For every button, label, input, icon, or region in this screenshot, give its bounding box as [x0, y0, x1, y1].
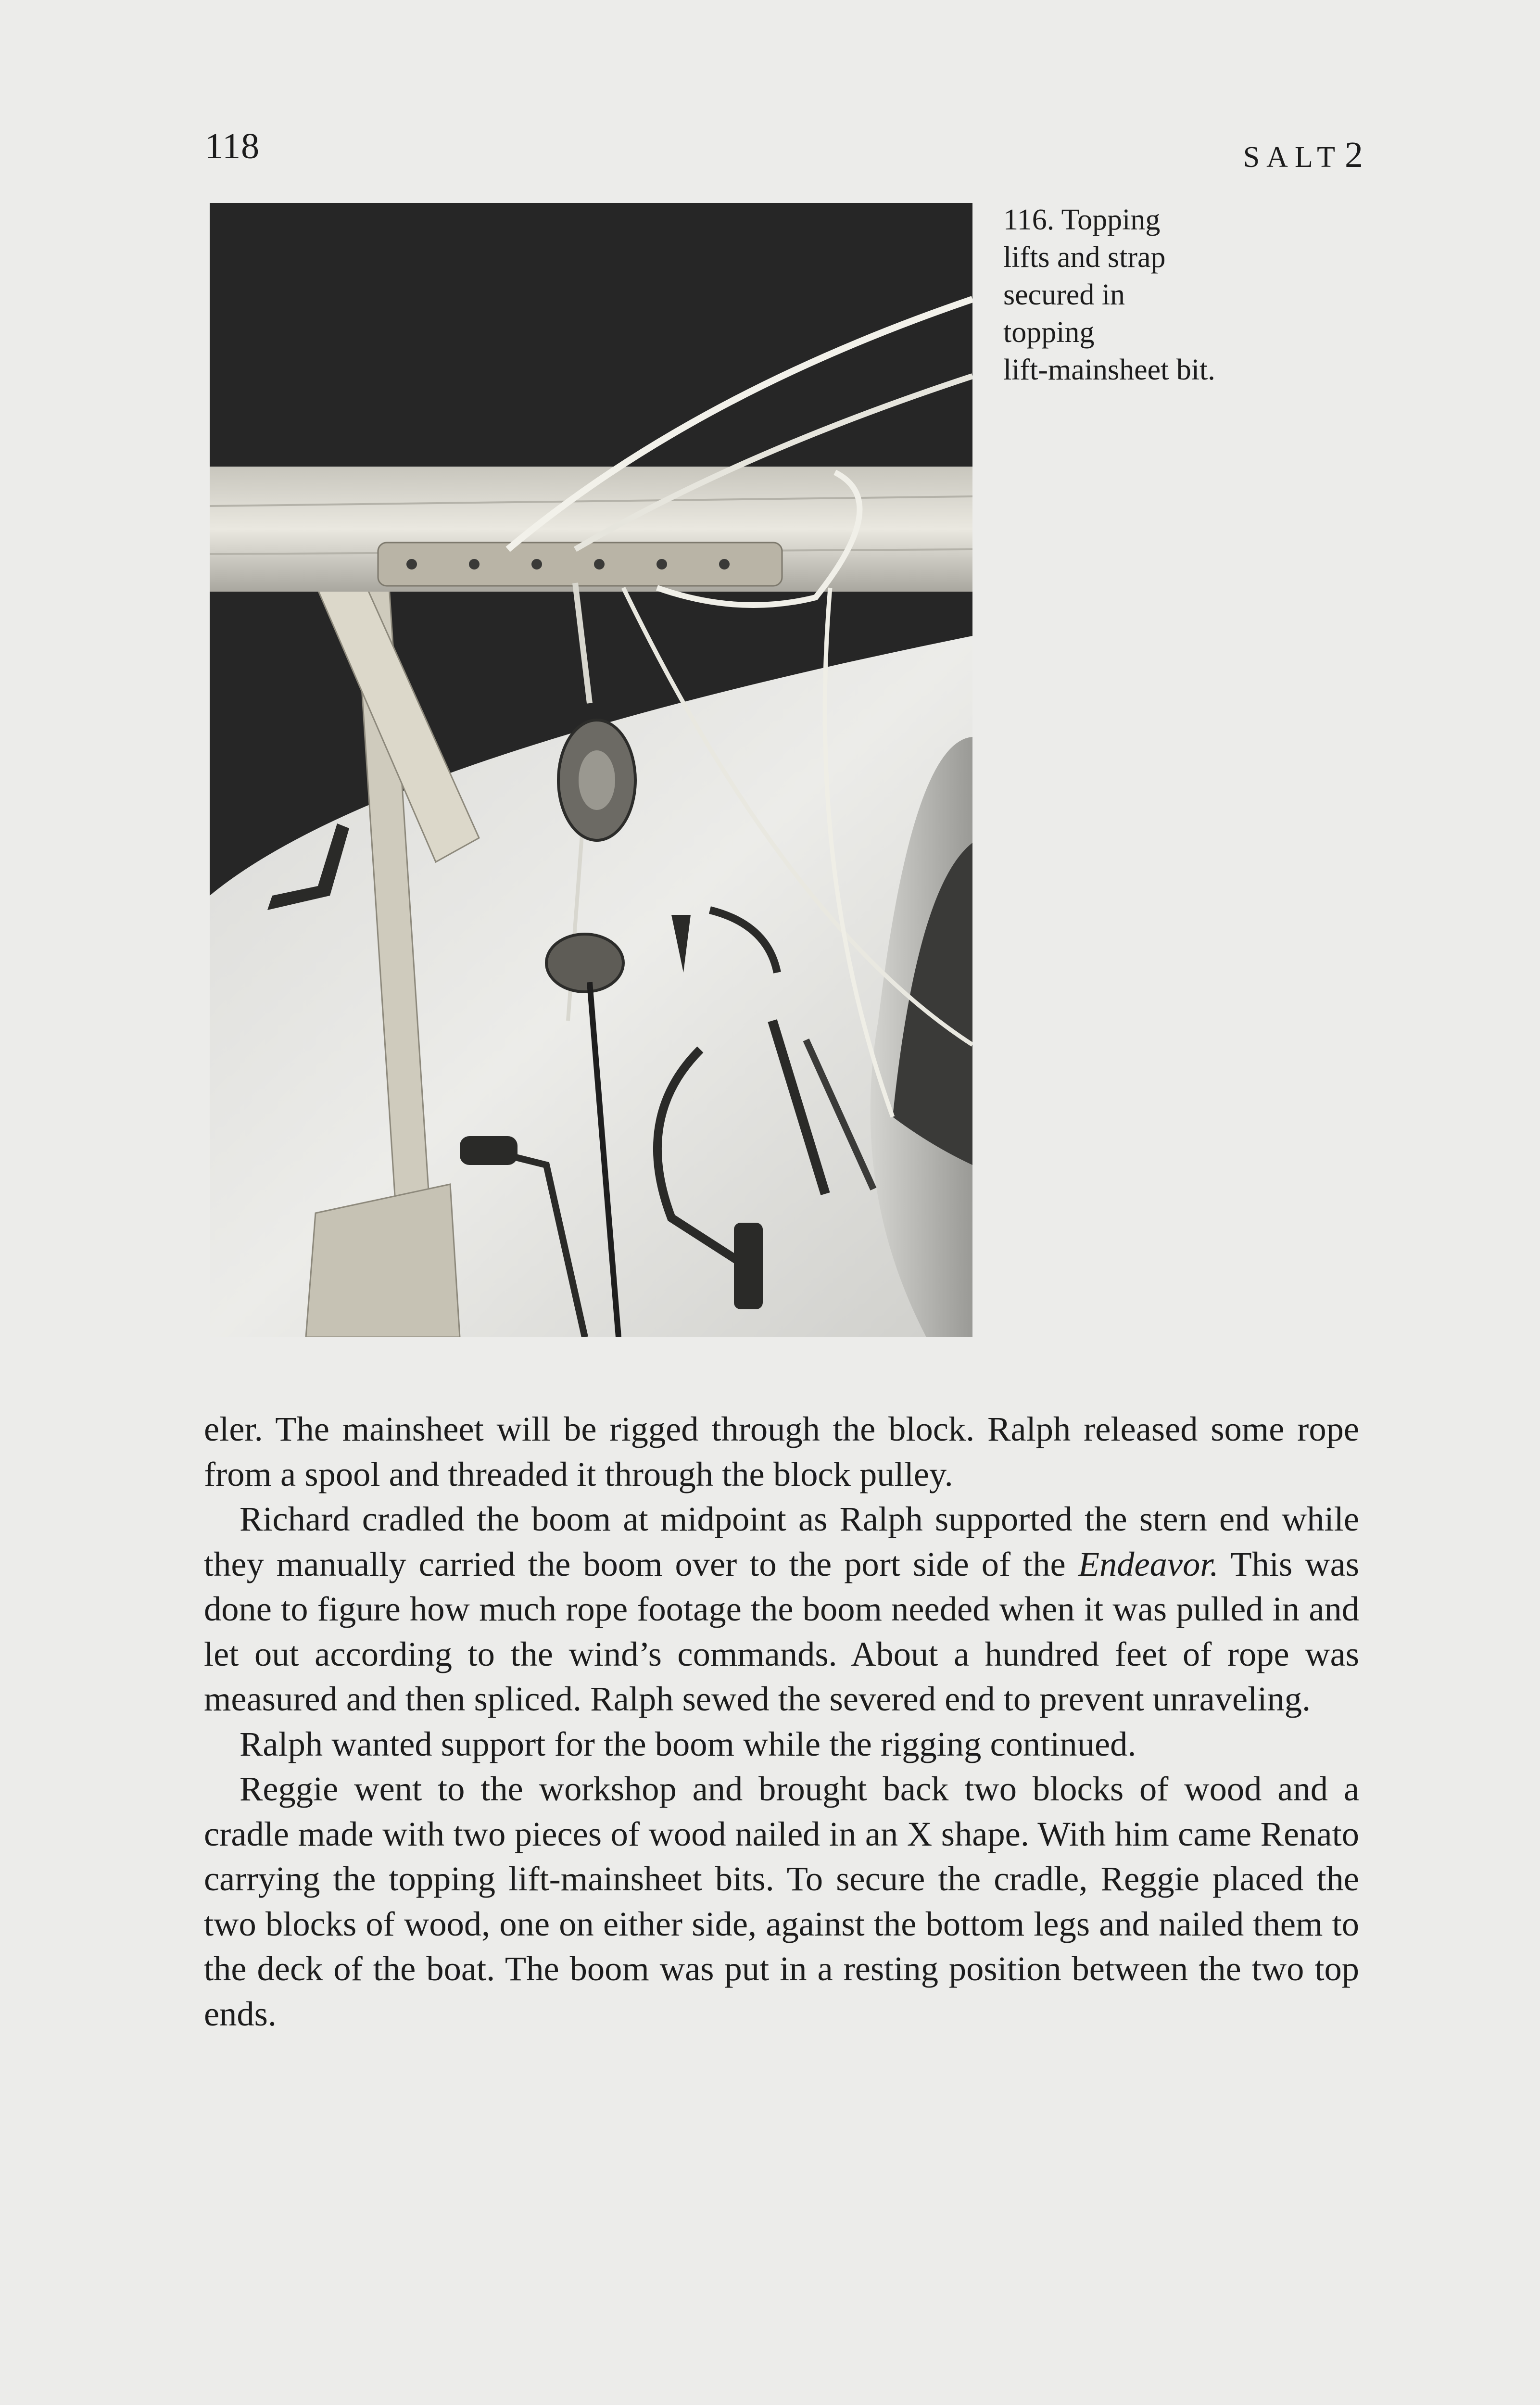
drill-chuck	[734, 1223, 763, 1309]
caption-line: secured in	[1003, 278, 1125, 311]
figure-caption	[1003, 201, 1369, 389]
paragraph-text: Richard cradled the boom at midpoint as Ralph supported the stern end while they manually carried the boom over to the port side of the	[204, 1499, 1359, 1583]
photo-illustration	[210, 203, 972, 1337]
boat-name: Endeavor.	[1078, 1544, 1219, 1583]
paragraph-text: This was done to figure how much rope footage the boom needed when it was pulled in and let out according to the wind’s commands. About a hundred feet of rope was measured and then spliced. Ralph sewed the severed end to prevent unraveling.	[204, 1544, 1359, 1718]
lower-block	[546, 934, 623, 992]
caption-line: 116. Topping	[1003, 203, 1161, 236]
page-number: 118	[205, 126, 260, 166]
saw-handle	[460, 1136, 518, 1165]
running-title-text: SALT	[1243, 141, 1342, 174]
strap-hole	[406, 559, 417, 570]
strap-hole	[594, 559, 605, 570]
strap-hole	[469, 559, 480, 570]
strap-hole	[656, 559, 667, 570]
paragraph: Reggie went to the workshop and brought back two blocks of wood and a cradle made with two pieces of wood nailed in an X shape. With him came Renato carrying the topping lift-mainsheet bits. To secure the cradle, Reggie placed the two blocks of wood, one on either side, against the bottom legs and nailed them to the deck of the boat. The boom was put in a resting position between the two top ends.	[204, 1769, 1359, 2033]
caption-line: lift-mainsheet bit.	[1003, 354, 1215, 386]
paragraph: eler. The mainsheet will be rigged through the block. Ralph released some rope from a spool and threaded it through the block pulley.	[204, 1409, 1359, 1494]
caption-line: lifts and strap	[1003, 241, 1166, 274]
strap-hole	[531, 559, 542, 570]
paragraph: Ralph wanted support for the boom while the rigging continued.	[240, 1724, 1136, 1763]
strap-hole	[719, 559, 730, 570]
running-title-number: 2	[1345, 135, 1363, 175]
running-title	[1243, 137, 1363, 173]
block-sheave	[579, 750, 615, 810]
figure-photograph	[210, 203, 972, 1337]
body-text	[204, 1406, 1359, 2036]
paragraph	[204, 1496, 1359, 1721]
caption-line: topping	[1003, 316, 1095, 349]
